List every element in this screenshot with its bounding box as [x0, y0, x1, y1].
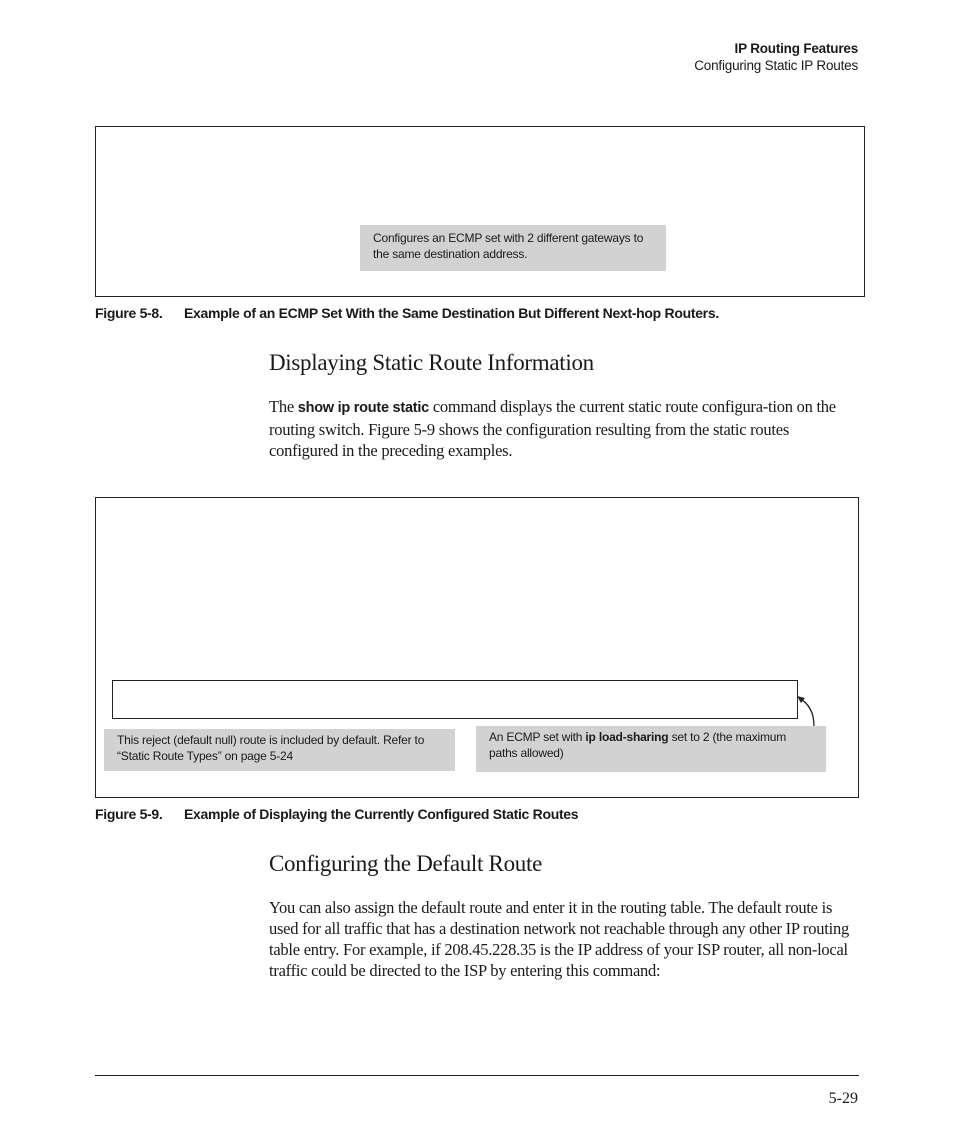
figure-5-8-callout: Configures an ECMP set with 2 different gateways to the same destination address. — [360, 225, 666, 271]
command-ip-load-sharing: ip load-sharing — [585, 730, 669, 744]
footer-divider — [95, 1075, 859, 1076]
callout-ecmp-rest: set to 2 (the maximum paths allowed) — [489, 730, 787, 760]
callout-arrow-icon — [790, 690, 830, 730]
figure-5-9-callout-reject-route: This reject (default null) route is included by default. Refer to “Static Route Types” on page 5-24 — [104, 729, 455, 771]
figure-5-8-caption-number: Figure 5-8. — [95, 305, 163, 321]
figure-5-8-caption-text: Example of an ECMP Set With the Same Destination But Different Next-hop Routers. — [184, 305, 719, 321]
section-heading-displaying-static-routes: Displaying Static Route Information — [269, 350, 594, 375]
figure-5-8-caption — [95, 305, 719, 321]
section-body-displaying-static-routes — [269, 396, 861, 461]
figure-5-9-callout-ecmp-set — [476, 726, 826, 772]
running-header-title: IP Routing Features — [734, 41, 858, 56]
running-header-subtitle: Configuring Static IP Routes — [694, 58, 858, 73]
figure-5-8-frame — [95, 126, 865, 297]
page-number: 5-29 — [828, 1090, 858, 1107]
figure-5-9-caption — [95, 806, 578, 822]
figure-5-9-caption-text: Example of Displaying the Currently Configured Static Routes — [184, 806, 579, 822]
figure-5-9-caption-number: Figure 5-9. — [95, 806, 163, 822]
callout-ecmp-lead: An ECMP set with — [489, 730, 586, 744]
command-show-ip-route-static: show ip route static — [297, 400, 429, 416]
section-body-default-route: You can also assign the default route and enter it in the routing table. The default route is used for all traffic that has a destination network not reachable through any other IP routing table entry. For example, if 208.45.228.35 is the IP address of your ISP router, all non-local traffic could be directed to the ISP by entering this command: — [269, 898, 849, 980]
body-text-lead: The — [269, 397, 298, 416]
body-text-rest: command displays the current static route configura-tion on the routing switch. Figure 5-9 shows the configuration resulting from the static routes configured in the preceding examples. — [269, 397, 836, 460]
figure-5-9-highlight-box — [112, 680, 798, 719]
section-heading-default-route: Configuring the Default Route — [269, 851, 542, 876]
